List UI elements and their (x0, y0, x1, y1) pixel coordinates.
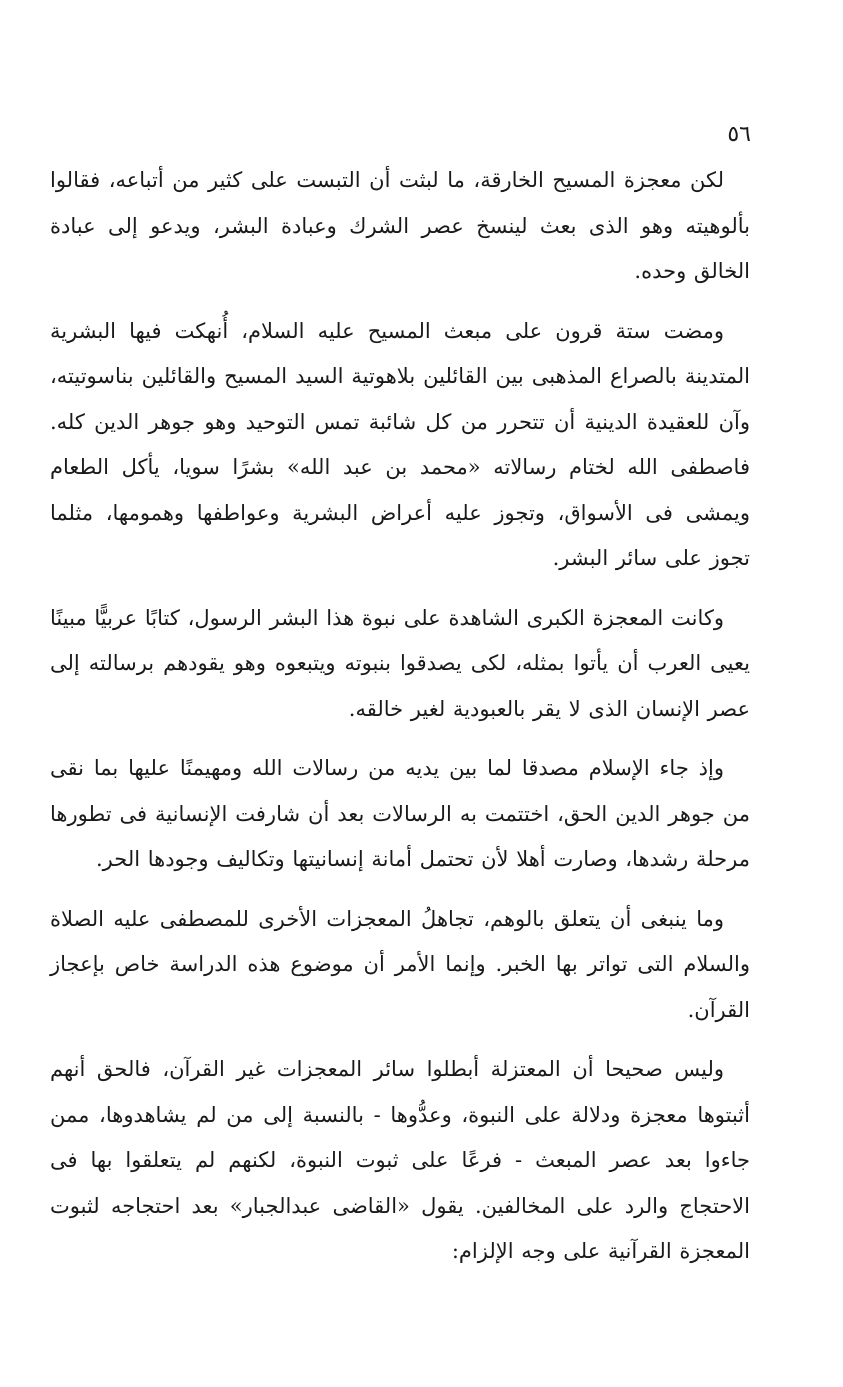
paragraph: لكن معجزة المسيح الخارقة، ما لبثت أن التبست على كثير من أتباعه، فقالوا بألوهيته وهو الذى بعث لينسخ عصر الشرك وعبادة البشر، ويدعو إلى عبادة الخالق وحده. (50, 168, 750, 283)
paragraph: وليس صحيحا أن المعتزلة أبطلوا سائر المعجزات غير القرآن، فالحق أنهم أثبتوها معجزة ودلالة على النبوة، وعدُّوها - بالنسبة إلى من لم يشاهدوها، ممن جاءوا بعد عصر المبعث - فرعًا على ثبوت النبوة، لكنهم لم يتعلقوا بها فى الاحتجاج والرد على المخالفين. يقول «القاضى عبدالجبار» بعد احتجاجه لثبوت المعجزة القرآنية على وجه الإلزام: (50, 1057, 750, 1263)
paragraph: ومضت ستة قرون على مبعث المسيح عليه السلام، أُنهكت فيها البشرية المتدينة بالصراع المذهبى بين القائلين بلاهوتية السيد المسيح والقائلين بناسوتيته، وآن للعقيدة الدينية أن تتحرر من كل شائبة تمس التوحيد وهو جوهر الدين كله. فاصطفى الله لختام رسالاته «محمد بن عبد الله» بشرًا سويا، يأكل الطعام ويمشى فى الأسواق، وتجوز عليه أعراض البشرية وعواطفها وهمومها، مثلما تجوز على سائر البشر. (50, 318, 751, 570)
paragraph: وإذ جاء الإسلام مصدقا لما بين يديه من رسالات الله ومهيمنًا عليها بما نقى من جوهر الدين الحق، اختتمت به الرسالات بعد أن شارفت الإنسانية فى تطورها مرحلة رشدها، وصارت أهلا لأن تحتمل أمانة إنسانيتها وتكاليف وجودها الحر. (50, 756, 750, 871)
paragraph: وما ينبغى أن يتعلق بالوهم، تجاهلُ المعجزات الأخرى للمصطفى عليه الصلاة والسلام التى تواتر بها الخبر. وإنما الأمر أن موضوع هذه الدراسة خاص بإعجاز القرآن. (50, 906, 750, 1022)
paragraph: وكانت المعجزة الكبرى الشاهدة على نبوة هذا البشر الرسول، كتابًا عربيًّا مبينًا يعيى العرب أن يأتوا بمثله، لكى يصدقوا بنبوته ويتبعوه وهو يقودهم برسالته إلى عصر الإنسان الذى لا يقر بالعبودية لغير خالقه. (50, 605, 750, 721)
body-text (50, 158, 750, 1275)
page-number: ٥٦ (727, 122, 751, 147)
